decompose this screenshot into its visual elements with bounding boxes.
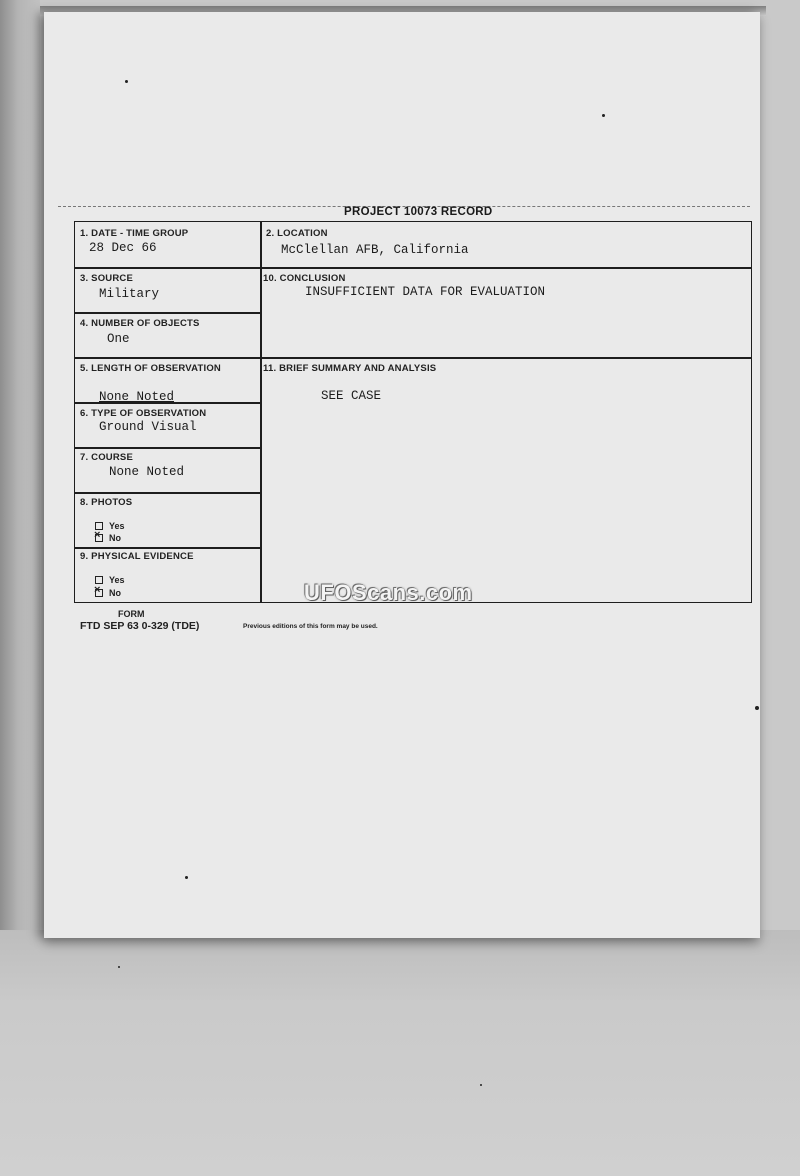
course-value: None Noted — [109, 465, 185, 479]
length-of-observation-label: 5. LENGTH OF OBSERVATION — [80, 363, 221, 374]
location-value: McClellan AFB, California — [281, 243, 469, 257]
scan-speck — [480, 1084, 482, 1086]
course-label: 7. COURSE — [80, 452, 134, 463]
date-time-group-value: 28 Dec 66 — [89, 241, 157, 255]
form-title: PROJECT 10073 RECORD — [344, 206, 493, 218]
checkbox-checked-icon — [95, 589, 103, 597]
brief-summary-value: SEE CASE — [321, 389, 382, 403]
row-divider — [75, 492, 261, 494]
photos-no-option — [95, 533, 121, 543]
date-time-group-label: 1. DATE - TIME GROUP — [80, 228, 189, 239]
physical-evidence-label: 9. PHYSICAL EVIDENCE — [80, 551, 194, 562]
source-value: Military — [99, 287, 160, 301]
brief-summary-label: 11. BRIEF SUMMARY AND ANALYSIS — [263, 363, 437, 374]
scan-speck — [185, 876, 188, 879]
physical-evidence-no-option — [95, 588, 121, 598]
scan-speck — [602, 114, 605, 117]
number-of-objects-label: 4. NUMBER OF OBJECTS — [80, 318, 200, 329]
row-divider — [75, 357, 751, 359]
watermark: UFOScans.com — [304, 580, 473, 605]
source-label: 3. SOURCE — [80, 273, 134, 284]
photos-label: 8. PHOTOS — [80, 497, 133, 508]
physical-evidence-no-label: No — [109, 588, 121, 598]
scan-speck — [125, 80, 128, 83]
footer-form-word: FORM — [118, 609, 145, 619]
checkbox-empty-icon — [95, 576, 103, 584]
record-form — [74, 221, 752, 603]
row-divider — [75, 447, 261, 449]
row-divider — [75, 312, 261, 314]
photos-yes-label: Yes — [109, 521, 125, 531]
photos-no-label: No — [109, 533, 121, 543]
conclusion-label: 10. CONCLUSION — [263, 273, 346, 284]
conclusion-value: INSUFFICIENT DATA FOR EVALUATION — [305, 285, 546, 299]
footer-form-id: FTD SEP 63 0-329 (TDE) — [80, 620, 200, 632]
type-of-observation-label: 6. TYPE OF OBSERVATION — [80, 408, 207, 419]
checkbox-checked-icon — [95, 534, 103, 542]
type-of-observation-value: Ground Visual — [99, 420, 197, 434]
location-label: 2. LOCATION — [266, 228, 328, 239]
scan-speck — [118, 966, 120, 968]
scan-background — [0, 930, 800, 1176]
footer-note: Previous editions of this form may be used. — [243, 623, 378, 630]
row-divider — [75, 267, 751, 269]
number-of-objects-value: One — [107, 332, 130, 346]
column-divider — [260, 222, 262, 602]
scan-speck — [755, 706, 759, 710]
length-of-observation-value: None Noted — [99, 390, 175, 404]
physical-evidence-yes-label: Yes — [109, 575, 125, 585]
row-divider — [75, 547, 261, 549]
